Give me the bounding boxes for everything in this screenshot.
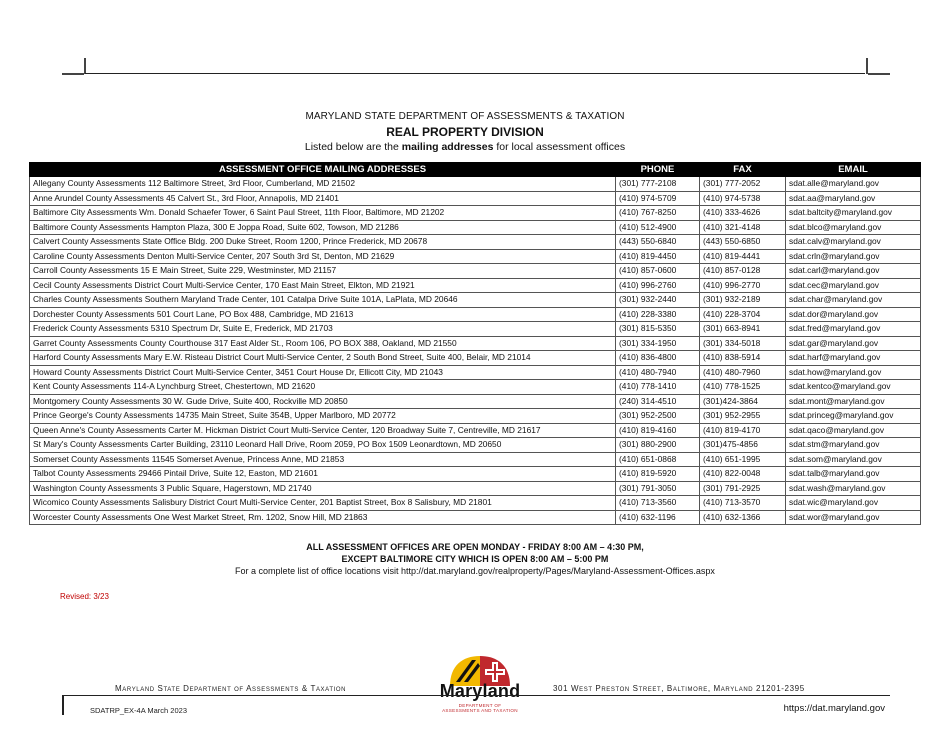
- revised-date: Revised: 3/23: [60, 592, 109, 601]
- email-cell: sdat.carl@maryland.gov: [786, 264, 921, 279]
- office-address-cell: Calvert County Assessments State Office Bldg. 200 Duke Street, Room 1200, Prince Frederick, MD 20678: [30, 235, 616, 250]
- footer-rule: [62, 695, 890, 696]
- hours-line-1: ALL ASSESSMENT OFFICES ARE OPEN MONDAY - FRIDAY 8:00 AM – 4:30 PM,: [306, 542, 644, 552]
- phone-cell: (410) 480-7940: [616, 365, 700, 380]
- fax-cell: (301) 932-2189: [700, 293, 786, 308]
- phone-cell: (410) 767-8250: [616, 206, 700, 221]
- phone-cell: (410) 819-5920: [616, 467, 700, 482]
- table-row: [30, 278, 921, 293]
- office-address-cell: Worcester County Assessments One West Market Street, Rm. 1202, Snow Hill, MD 21863: [30, 510, 616, 525]
- fax-cell: (301)424-3864: [700, 394, 786, 409]
- office-address-cell: Talbot County Assessments 29466 Pintail Drive, Suite 12, Easton, MD 21601: [30, 467, 616, 482]
- fax-cell: (410) 857-0128: [700, 264, 786, 279]
- hours-line-2: EXCEPT BALTIMORE CITY WHICH IS OPEN 8:00 AM – 5:00 PM: [341, 554, 609, 564]
- table-row: [30, 380, 921, 395]
- logo-subtitle-line-2: ASSESSMENTS AND TAXATION: [442, 708, 518, 713]
- phone-cell: (410) 974-5709: [616, 191, 700, 206]
- fax-cell: (301) 952-2955: [700, 409, 786, 424]
- footer-address: 301 West Preston Street, Baltimore, Maryland 21201-2395: [553, 684, 805, 693]
- fax-cell: (301) 663-8941: [700, 322, 786, 337]
- table-row: [30, 351, 921, 366]
- subtitle-bold: mailing addresses: [401, 141, 494, 153]
- table-row: [30, 177, 921, 192]
- top-rule: [85, 73, 865, 74]
- column-header-email: EMAIL: [786, 163, 921, 177]
- fax-cell: (410) 819-4441: [700, 249, 786, 264]
- office-address-cell: Frederick County Assessments 5310 Spectrum Dr, Suite E, Frederick, MD 21703: [30, 322, 616, 337]
- assessment-offices-table: [29, 162, 921, 525]
- phone-cell: (301) 880-2900: [616, 438, 700, 453]
- fax-cell: (410) 632-1366: [700, 510, 786, 525]
- email-cell: sdat.kentco@maryland.gov: [786, 380, 921, 395]
- fax-cell: (410) 822-0048: [700, 467, 786, 482]
- phone-cell: (443) 550-6840: [616, 235, 700, 250]
- phone-cell: (410) 713-3560: [616, 496, 700, 511]
- table-row: [30, 481, 921, 496]
- logo-subtitle-line-1: DEPARTMENT OF: [458, 703, 502, 708]
- email-cell: sdat.calv@maryland.gov: [786, 235, 921, 250]
- fax-cell: (410) 651-1995: [700, 452, 786, 467]
- office-address-cell: Somerset County Assessments 11545 Somerset Avenue, Princess Anne, MD 21853: [30, 452, 616, 467]
- fax-cell: (301) 777-2052: [700, 177, 786, 192]
- document-header: [0, 111, 930, 153]
- email-cell: sdat.blco@maryland.gov: [786, 220, 921, 235]
- table-row: [30, 220, 921, 235]
- subtitle-pre: Listed below are the: [304, 141, 402, 153]
- logo-wordmark: Maryland: [439, 681, 521, 701]
- table-header-row: [30, 163, 921, 177]
- table-row: [30, 336, 921, 351]
- phone-cell: (301) 815-5350: [616, 322, 700, 337]
- document-code: SDATRP_EX-4A March 2023: [90, 706, 187, 715]
- office-address-cell: Baltimore City Assessments Wm. Donald Schaefer Tower, 6 Saint Paul Street, 11th Floor, Baltimore, MD 21202: [30, 206, 616, 221]
- phone-cell: (410) 228-3380: [616, 307, 700, 322]
- table-row: [30, 293, 921, 308]
- phone-cell: (410) 778-1410: [616, 380, 700, 395]
- logo-subtitle: [428, 703, 532, 713]
- table-row: [30, 322, 921, 337]
- table-row: [30, 467, 921, 482]
- fax-cell: (410) 996-2770: [700, 278, 786, 293]
- footer-rule-left-tick: [62, 695, 64, 715]
- email-cell: sdat.char@maryland.gov: [786, 293, 921, 308]
- top-rule-left-vtick: [84, 58, 86, 74]
- table-row: [30, 438, 921, 453]
- office-address-cell: Allegany County Assessments 112 Baltimore Street, 3rd Floor, Cumberland, MD 21502: [30, 177, 616, 192]
- phone-cell: (410) 819-4450: [616, 249, 700, 264]
- phone-cell: (301) 334-1950: [616, 336, 700, 351]
- table-row: [30, 249, 921, 264]
- fax-cell: (410) 480-7960: [700, 365, 786, 380]
- email-cell: sdat.cec@maryland.gov: [786, 278, 921, 293]
- footer-agency: Maryland State Department of Assessments & Taxation: [115, 684, 347, 693]
- phone-cell: (301) 932-2440: [616, 293, 700, 308]
- email-cell: sdat.gar@maryland.gov: [786, 336, 921, 351]
- office-address-cell: Carroll County Assessments 15 E Main Street, Suite 229, Westminster, MD 21157: [30, 264, 616, 279]
- email-cell: sdat.fred@maryland.gov: [786, 322, 921, 337]
- email-cell: sdat.how@maryland.gov: [786, 365, 921, 380]
- office-address-cell: Montgomery County Assessments 30 W. Gude Drive, Suite 400, Rockville MD 20850: [30, 394, 616, 409]
- fax-cell: (410) 321-4148: [700, 220, 786, 235]
- office-address-cell: Anne Arundel County Assessments 45 Calvert St., 3rd Floor, Annapolis, MD 21401: [30, 191, 616, 206]
- table-row: [30, 409, 921, 424]
- phone-cell: (410) 512-4900: [616, 220, 700, 235]
- fax-cell: (301)475-4856: [700, 438, 786, 453]
- fax-cell: (301) 334-5018: [700, 336, 786, 351]
- table-row: [30, 394, 921, 409]
- subtitle: [0, 141, 930, 153]
- table-row: [30, 307, 921, 322]
- office-address-cell: Wicomico County Assessments Salisbury District Court Multi-Service Center, 201 Baptist Street, Box 8 Salisbury, MD 21801: [30, 496, 616, 511]
- fax-cell: (410) 333-4626: [700, 206, 786, 221]
- phone-cell: (301) 777-2108: [616, 177, 700, 192]
- email-cell: sdat.aa@maryland.gov: [786, 191, 921, 206]
- office-address-cell: Charles County Assessments Southern Maryland Trade Center, 101 Catalpa Drive Suite 101A, LaPlata, MD 20646: [30, 293, 616, 308]
- email-cell: sdat.dor@maryland.gov: [786, 307, 921, 322]
- email-cell: sdat.alle@maryland.gov: [786, 177, 921, 192]
- fax-cell: (301) 791-2925: [700, 481, 786, 496]
- office-address-cell: Garret County Assessments County Courthouse 317 East Alder St., Room 106, PO BOX 388, Oakland, MD 21550: [30, 336, 616, 351]
- fax-cell: (410) 819-4170: [700, 423, 786, 438]
- hours-line-3: For a complete list of office locations visit http://dat.maryland.gov/realproperty/Pages/Maryland-Assessment-Offices.aspx: [235, 566, 715, 576]
- fax-cell: (410) 974-5738: [700, 191, 786, 206]
- fax-cell: (443) 550-6850: [700, 235, 786, 250]
- fax-cell: (410) 838-5914: [700, 351, 786, 366]
- table-row: [30, 510, 921, 525]
- fax-cell: (410) 778-1525: [700, 380, 786, 395]
- email-cell: sdat.qaco@maryland.gov: [786, 423, 921, 438]
- office-address-cell: Prince George's County Assessments 14735 Main Street, Suite 354B, Upper Marlboro, MD 20772: [30, 409, 616, 424]
- email-cell: sdat.mont@maryland.gov: [786, 394, 921, 409]
- table-row: [30, 235, 921, 250]
- column-header-phone: PHONE: [616, 163, 700, 177]
- phone-cell: (240) 314-4510: [616, 394, 700, 409]
- phone-cell: (410) 836-4800: [616, 351, 700, 366]
- email-cell: sdat.stm@maryland.gov: [786, 438, 921, 453]
- phone-cell: (410) 819-4160: [616, 423, 700, 438]
- table-row: [30, 206, 921, 221]
- flag-cross-inner-h: [487, 671, 503, 673]
- office-address-cell: Harford County Assessments Mary E.W. Risteau District Court Multi-Service Center, 2 South Bond Street, Suite 400, Belair, MD 21014: [30, 351, 616, 366]
- table-row: [30, 191, 921, 206]
- table-row: [30, 452, 921, 467]
- office-address-cell: Howard County Assessments District Court Multi-Service Center, 3451 Court House Dr, Ellicott City, MD 21043: [30, 365, 616, 380]
- phone-cell: (301) 791-3050: [616, 481, 700, 496]
- email-cell: sdat.princeg@maryland.gov: [786, 409, 921, 424]
- email-cell: sdat.talb@maryland.gov: [786, 467, 921, 482]
- office-address-cell: Cecil County Assessments District Court Multi-Service Center, 170 East Main Street, Elkton, MD 21921: [30, 278, 616, 293]
- office-address-cell: Kent County Assessments 114-A Lynchburg Street, Chestertown, MD 21620: [30, 380, 616, 395]
- phone-cell: (301) 952-2500: [616, 409, 700, 424]
- phone-cell: (410) 857-0600: [616, 264, 700, 279]
- office-address-cell: Baltimore County Assessments Hampton Plaza, 300 E Joppa Road, Suite 602, Towson, MD 21286: [30, 220, 616, 235]
- table-row: [30, 264, 921, 279]
- office-hours: [0, 541, 950, 577]
- table-body: [30, 177, 921, 525]
- email-cell: sdat.wash@maryland.gov: [786, 481, 921, 496]
- office-address-cell: Queen Anne's County Assessments Carter M. Hickman District Court Multi-Service Center, 120 Broadway Suite 7, Centreville, MD 21617: [30, 423, 616, 438]
- email-cell: sdat.wic@maryland.gov: [786, 496, 921, 511]
- agency-name: MARYLAND STATE DEPARTMENT OF ASSESSMENTS & TAXATION: [305, 111, 625, 122]
- table-row: [30, 496, 921, 511]
- column-header-address: ASSESSMENT OFFICE MAILING ADDRESSES: [30, 163, 616, 177]
- division-title: REAL PROPERTY DIVISION: [386, 125, 544, 139]
- table-row: [30, 365, 921, 380]
- email-cell: sdat.crln@maryland.gov: [786, 249, 921, 264]
- top-rule-right-vtick: [866, 58, 868, 74]
- office-address-cell: St Mary's County Assessments Carter Building, 23110 Leonard Hall Drive, Room 2059, PO Box 1509 Leonardtown, MD 20650: [30, 438, 616, 453]
- top-rule-left-tick: [62, 73, 84, 75]
- subtitle-post: for local assessment offices: [493, 141, 626, 153]
- table-row: [30, 423, 921, 438]
- top-rule-right-tick: [868, 73, 890, 75]
- phone-cell: (410) 632-1196: [616, 510, 700, 525]
- email-cell: sdat.wor@maryland.gov: [786, 510, 921, 525]
- office-address-cell: Washington County Assessments 3 Public Square, Hagerstown, MD 21740: [30, 481, 616, 496]
- email-cell: sdat.harf@maryland.gov: [786, 351, 921, 366]
- website-link[interactable]: https://dat.maryland.gov: [783, 703, 885, 714]
- email-cell: sdat.som@maryland.gov: [786, 452, 921, 467]
- office-address-cell: Dorchester County Assessments 501 Court Lane, PO Box 488, Cambridge, MD 21613: [30, 307, 616, 322]
- office-address-cell: Caroline County Assessments Denton Multi-Service Center, 207 South 3rd St, Denton, MD 21629: [30, 249, 616, 264]
- column-header-fax: FAX: [700, 163, 786, 177]
- fax-cell: (410) 228-3704: [700, 307, 786, 322]
- fax-cell: (410) 713-3570: [700, 496, 786, 511]
- phone-cell: (410) 651-0868: [616, 452, 700, 467]
- phone-cell: (410) 996-2760: [616, 278, 700, 293]
- email-cell: sdat.baltcity@maryland.gov: [786, 206, 921, 221]
